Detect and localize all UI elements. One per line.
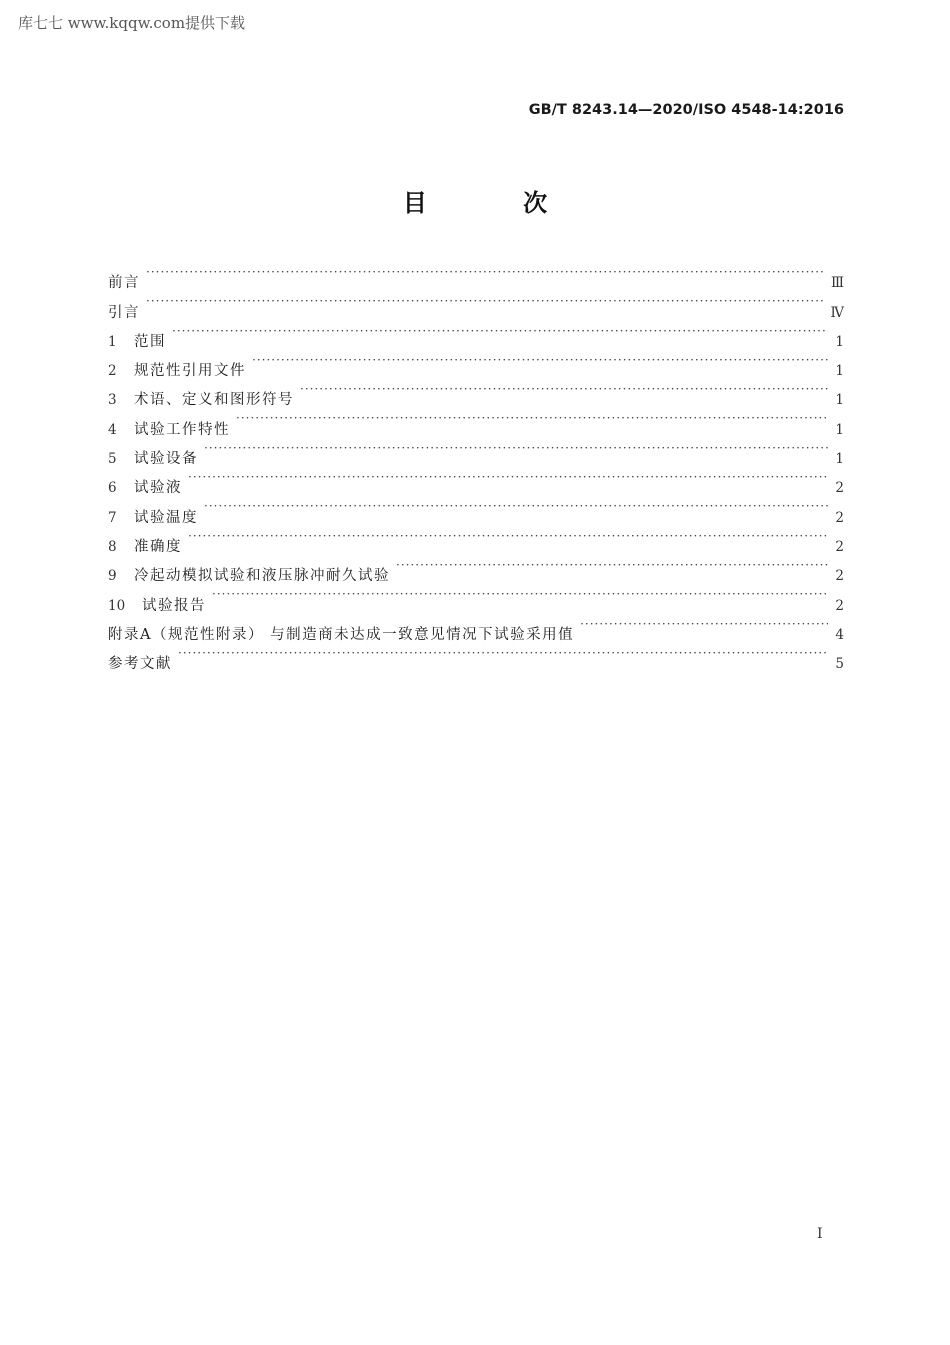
toc-leader-dots bbox=[236, 404, 828, 433]
toc-item-number: 4 bbox=[108, 421, 117, 438]
toc-leader-dots bbox=[580, 610, 828, 639]
toc-item-number: 1 bbox=[108, 333, 117, 350]
toc-item-label: 引言 bbox=[108, 304, 140, 321]
toc-leader-dots bbox=[212, 580, 828, 609]
toc-item-number: 7 bbox=[108, 509, 117, 526]
toc-item-label: 试验液 bbox=[134, 480, 182, 497]
page-number: I bbox=[817, 1226, 823, 1242]
toc-item-label: 冷起动模拟试验和液压脉冲耐久试验 bbox=[134, 568, 390, 585]
toc-item-label: 试验设备 bbox=[134, 451, 198, 468]
toc-item-page: 5 bbox=[835, 656, 844, 673]
toc-item-page: 2 bbox=[835, 538, 844, 555]
toc-item-label: 参考文献 bbox=[108, 656, 172, 673]
toc-leader-dots bbox=[146, 258, 825, 287]
toc-item-page: Ⅳ bbox=[830, 304, 844, 321]
toc-leader-dots bbox=[188, 463, 828, 492]
toc-item-label: 准确度 bbox=[134, 538, 182, 555]
toc-item-number: 6 bbox=[108, 480, 117, 497]
toc-leader-dots bbox=[396, 551, 828, 580]
toc-item-annex-a[interactable] bbox=[108, 610, 844, 643]
toc-item-5[interactable] bbox=[108, 434, 844, 468]
toc-leader-dots bbox=[204, 492, 828, 521]
toc-item-page: 1 bbox=[835, 333, 844, 350]
toc-leader-dots bbox=[172, 317, 828, 346]
toc-item-page: 2 bbox=[835, 597, 844, 614]
toc-item-page: 1 bbox=[835, 392, 844, 409]
toc-item-10[interactable] bbox=[108, 580, 844, 614]
toc-item-number: 5 bbox=[108, 451, 117, 468]
toc-item-number: 2 bbox=[108, 363, 117, 380]
toc-item-1[interactable] bbox=[108, 317, 844, 350]
toc-item-number: 3 bbox=[108, 392, 117, 409]
toc-leader-dots bbox=[252, 346, 828, 375]
toc-leader-dots bbox=[188, 522, 828, 551]
toc-item-page: 4 bbox=[835, 626, 844, 643]
toc-item-7[interactable] bbox=[108, 492, 844, 526]
toc-item-label: 规范性引用文件 bbox=[134, 363, 246, 380]
toc-item-page: 1 bbox=[835, 451, 844, 468]
toc-item-number: 10 bbox=[108, 597, 126, 614]
toc-item-label: 附录A（规范性附录） 与制造商未达成一致意见情况下试验采用值 bbox=[108, 626, 575, 643]
toc-item-introduction[interactable] bbox=[108, 287, 844, 321]
toc-item-page: 1 bbox=[835, 421, 844, 438]
toc-leader-dots bbox=[146, 287, 825, 316]
toc-item-2[interactable] bbox=[108, 346, 844, 380]
toc-item-label: 范围 bbox=[134, 333, 166, 350]
toc-item-label: 术语、定义和图形符号 bbox=[134, 392, 294, 409]
toc-item-6[interactable] bbox=[108, 463, 844, 497]
toc-item-number: 9 bbox=[108, 568, 117, 585]
page-title: 目 次 bbox=[402, 189, 592, 217]
standard-code: GB/T 8243.14—2020/ISO 4548-14:2016 bbox=[528, 102, 844, 118]
toc-item-page: Ⅲ bbox=[830, 275, 844, 292]
toc-item-foreword[interactable] bbox=[108, 258, 844, 292]
toc-item-page: 2 bbox=[835, 509, 844, 526]
toc-item-label: 试验温度 bbox=[134, 509, 198, 526]
toc-item-8[interactable] bbox=[108, 522, 844, 555]
toc-item-page: 2 bbox=[835, 568, 844, 585]
toc-leader-dots bbox=[178, 639, 828, 668]
table-of-contents bbox=[108, 258, 844, 673]
watermark-text: 库七七 www.kqqw.com提供下载 bbox=[18, 14, 246, 32]
toc-item-page: 2 bbox=[835, 480, 844, 497]
toc-leader-dots bbox=[204, 434, 828, 463]
toc-item-page: 1 bbox=[835, 363, 844, 380]
toc-item-label: 试验工作特性 bbox=[134, 421, 230, 438]
toc-item-bibliography[interactable] bbox=[108, 639, 844, 673]
toc-item-number: 8 bbox=[108, 538, 117, 555]
toc-item-label: 试验报告 bbox=[142, 597, 206, 614]
toc-leader-dots bbox=[300, 375, 828, 404]
toc-item-label: 前言 bbox=[108, 275, 140, 292]
toc-item-9[interactable] bbox=[108, 551, 844, 585]
